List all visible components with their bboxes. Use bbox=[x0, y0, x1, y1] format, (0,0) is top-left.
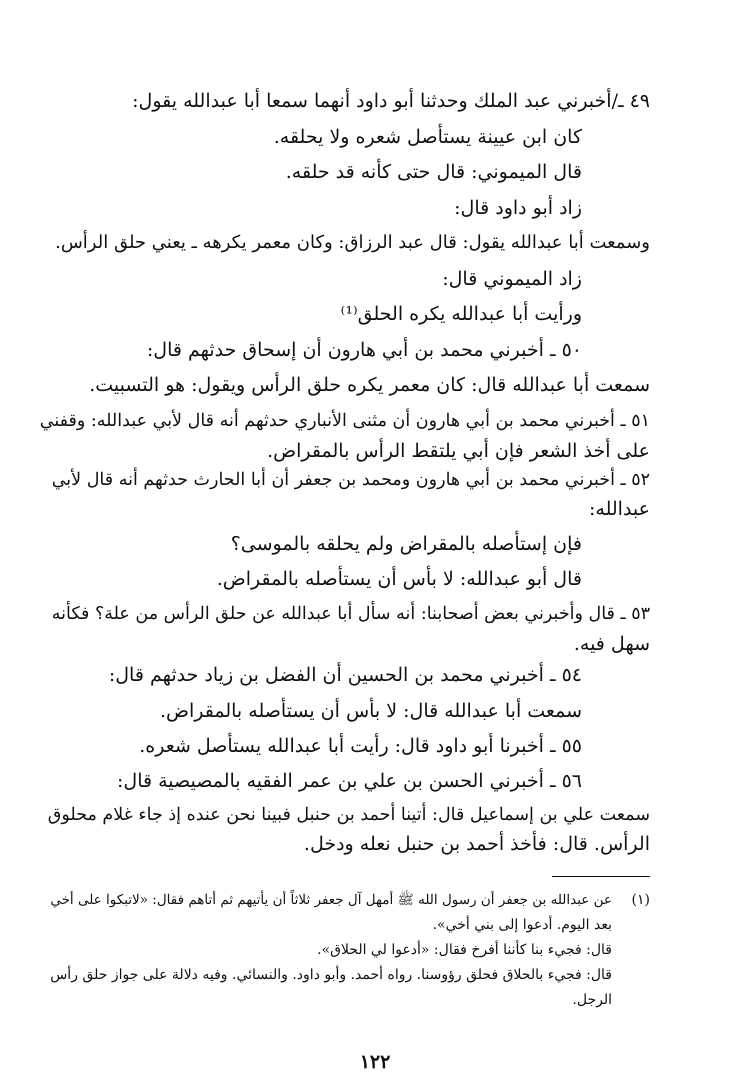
paragraph-line: سهل فيه. bbox=[573, 633, 650, 655]
paragraph-line: الرأس. قال: فأخذ أحمد بن حنبل نعله ودخل. bbox=[303, 833, 650, 855]
footnote-line: الرجل. bbox=[572, 992, 612, 1008]
paragraph-line: وسمعت أبا عبدالله يقول: قال عبد الرزاق: وكان معمر يكرهه ـ يعني حلق الرأس. bbox=[55, 232, 650, 253]
paragraph-line: ٤٩ ـ/أخبرني عبد الملك وحدثنا أبو داود أنهما سمعا أبا عبدالله يقول: bbox=[132, 90, 650, 112]
paragraph-line: ٥٠ ـ أخبرني محمد بن أبي هارون أن إسحاق حدثهم قال: bbox=[146, 339, 582, 361]
paragraph-line: ٥١ ـ أخبرني محمد بن أبي هارون أن مثنى الأنباري حدثهم أنه قال لأبي عبدالله: وقفني bbox=[39, 411, 650, 431]
paragraph-line: كان ابن عيينة يستأصل شعره ولا يحلقه. bbox=[273, 126, 582, 148]
paragraph-line: ٥٥ ـ أخبرنا أبو داود قال: رأيت أبا عبدالله يستأصل شعره. bbox=[139, 735, 582, 757]
footnote-line: قال: فجيء بنا كأننا أفرخ فقال: «أدعوا لي الحلاق». bbox=[317, 942, 612, 958]
paragraph-line: زاد أبو داود قال: bbox=[454, 197, 582, 219]
paragraph-line: ٥٣ ـ قال وأخبرني بعض أصحابنا: أنه سأل أبا عبدالله عن حلق الرأس من علة؟ فكأنه bbox=[51, 604, 650, 624]
paragraph-line: قال الميموني: قال حتى كأنه قد حلقه. bbox=[285, 161, 582, 183]
footnote-line: عن عبدالله بن جعفر أن رسول الله ﷺ أمهل آل جعفر ثلاثاً أن يأتيهم ثم أتاهم فقال: «لاتبكوا على أخي bbox=[50, 892, 612, 908]
paragraph-line: سمعت أبا عبدالله قال: كان معمر يكره حلق الرأس ويقول: هو التسبيت. bbox=[89, 374, 650, 396]
paragraph-line: على أخذ الشعر فإن أبي يلتقط الرأس بالمقراض. bbox=[267, 440, 650, 462]
page-number: ١٢٢ bbox=[359, 1051, 391, 1073]
paragraph-line: ٥٢ ـ أخبرني محمد بن أبي هارون ومحمد بن جعفر أن أبا الحارث حدثهم أنه قال لأبي bbox=[51, 470, 650, 490]
paragraph-line: قال أبو عبدالله: لا بأس أن يستأصله بالمقراض. bbox=[216, 568, 582, 590]
paragraph-line: ورأيت أبا عبدالله يكره الحلق⁽¹⁾ bbox=[340, 303, 582, 325]
paragraph-line: عبدالله: bbox=[589, 498, 650, 520]
footnote-line: بعد اليوم. أدعوا إلى بني أخي». bbox=[432, 917, 612, 933]
paragraph-line: زاد الميموني قال: bbox=[442, 268, 582, 290]
footnote-number: (١) bbox=[631, 892, 650, 908]
paragraph-line: ٥٤ ـ أخبرني محمد بن الحسين أن الفضل بن زياد حدثهم قال: bbox=[108, 664, 582, 686]
paragraph-line: سمعت علي بن إسماعيل قال: أتينا أحمد بن حنبل فبينا نحن عنده إذ جاء غلام محلوق bbox=[47, 805, 650, 825]
footnote-separator bbox=[552, 876, 650, 877]
paragraph-line: سمعت أبا عبدالله قال: لا بأس أن يستأصله بالمقراض. bbox=[159, 700, 582, 722]
footnote-line: قال: فجيء بالحلاق فحلق رؤوسنا. رواه أحمد. وأبو داود. والنسائي. وفيه دلالة على جواز حلق رأس bbox=[50, 967, 612, 983]
paragraph-line: ٥٦ ـ أخبرني الحسن بن علي بن عمر الفقيه بالمصيصية قال: bbox=[116, 770, 582, 792]
paragraph-line: فإن إستأصله بالمقراض ولم يحلقه بالموسى؟ bbox=[230, 533, 582, 555]
